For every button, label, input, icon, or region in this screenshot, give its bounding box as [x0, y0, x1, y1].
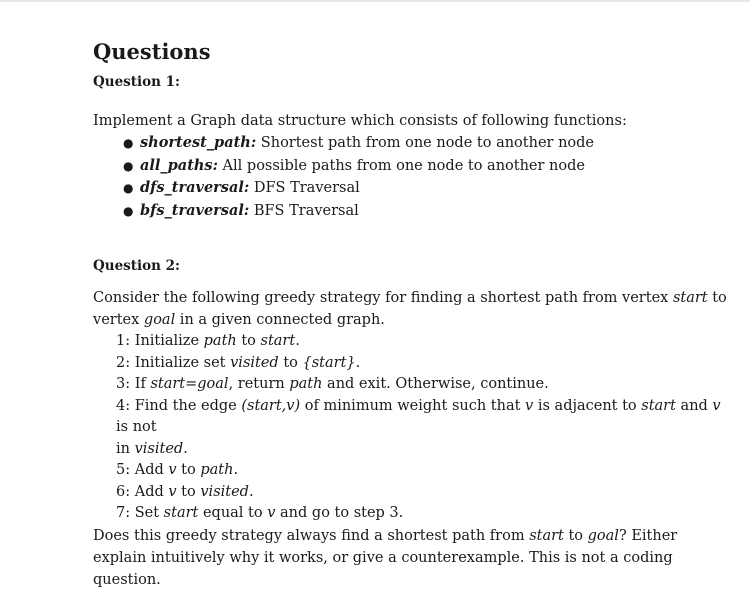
list-item — [123, 177, 733, 200]
step-1: 1: Initialize path to start. — [116, 333, 300, 349]
step-5: 5: Add v to path. — [116, 462, 239, 478]
bullet-icon: ● — [123, 181, 134, 195]
question-2-heading: Question 2: — [93, 258, 181, 274]
step-4-continued: in visited. — [116, 440, 188, 457]
question-1-intro: Implement a Graph data structure which consists of following functions: — [93, 113, 627, 129]
function-name: all_paths: — [140, 156, 218, 174]
function-name: dfs_traversal: — [140, 179, 250, 196]
function-name: bfs_traversal: — [140, 201, 250, 219]
function-description: All possible paths from one node to another node — [217, 157, 585, 174]
document-page — [93, 38, 733, 591]
question-2-closing: Does this greedy strategy always find a shortest path from start to goal? Either explain intuitively why it works, or give a counterexample. This is not a coding question. — [93, 527, 678, 588]
function-list — [93, 132, 733, 222]
function-description: BFS Traversal — [249, 202, 359, 219]
bullet-icon: ● — [123, 158, 134, 173]
bullet-icon: ● — [123, 136, 134, 150]
step-2: 2: Initialize set visited to {start}. — [116, 354, 361, 371]
step-4: 4: Find the edge (start,v) of minimum weight such that v is adjacent to start and v is not — [116, 397, 721, 435]
list-item — [123, 200, 733, 223]
step-7: 7: Set start equal to v and go to step 3. — [116, 505, 404, 521]
list-item — [123, 155, 733, 178]
algorithm-steps — [93, 331, 733, 525]
function-name: shortest_path: — [140, 134, 257, 151]
question-1-heading: Question 1: — [93, 74, 181, 90]
step-6: 6: Add v to visited. — [116, 483, 254, 500]
page-title: Questions — [93, 39, 211, 64]
function-description: DFS Traversal — [249, 180, 360, 196]
step-3: 3: If start=goal, return path and exit. Otherwise, continue. — [116, 376, 549, 392]
function-description: Shortest path from one node to another node — [256, 135, 594, 151]
list-item — [123, 132, 733, 155]
bullet-icon: ● — [123, 203, 134, 218]
question-2-intro: Consider the following greedy strategy for finding a shortest path from vertex start to vertex goal in a given connected graph. — [93, 290, 727, 328]
top-divider — [0, 0, 750, 2]
